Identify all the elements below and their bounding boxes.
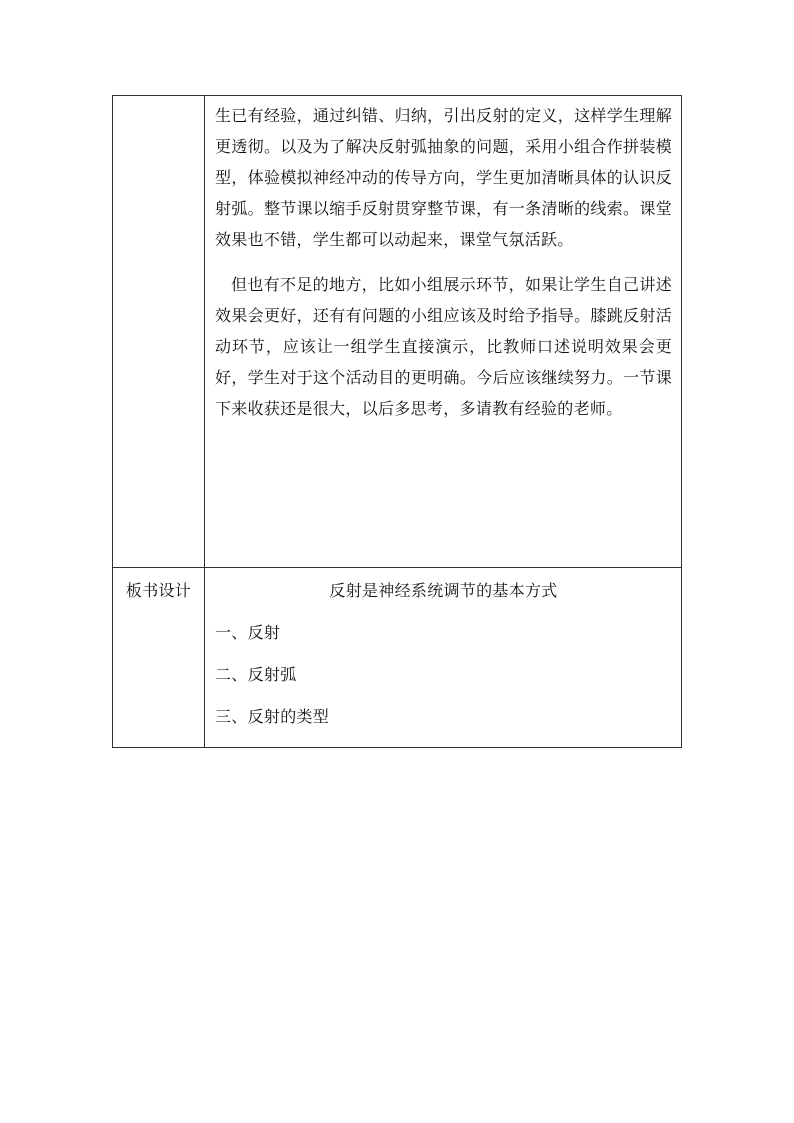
board-design-item-3: 三、反射的类型	[215, 707, 330, 726]
board-design-item-2: 二、反射弧	[215, 665, 297, 684]
reflection-row	[113, 96, 682, 568]
lesson-plan-table	[112, 95, 682, 748]
board-design-label: 板书设计	[125, 581, 192, 600]
board-design-title: 反射是神经系统调节的基本方式	[329, 581, 558, 600]
reflection-label-cell	[113, 96, 205, 568]
reflection-paragraph-1: 生已有经验，通过纠错、归纳，引出反射的定义，这样学生理解更透彻。以及为了解决反射弧抽象的问题，采用小组合作拼装模型，体验模拟神经冲动的传导方向，学生更加清晰具体的认识反射弧。整节课以缩手反射贯穿整节课，有一条清晰的线索。课堂效果也不错，学生都可以动起来，课堂气氛活跃。	[215, 106, 672, 249]
board-design-content-cell	[205, 568, 682, 748]
board-design-item-1: 一、反射	[215, 623, 281, 642]
reflection-paragraph-2: 但也有不足的地方，比如小组展示环节，如果让学生自己讲述效果会更好，还有有问题的小组应该及时给予指导。膝跳反射活动环节，应该让一组学生直接演示，比教师口述说明效果会更好，学生对于这个活动目的更明确。今后应该继续努力。一节课下来收获还是很大，以后多思考，多请教有经验的老师。	[215, 275, 672, 418]
reflection-content-cell	[205, 96, 682, 568]
board-design-row	[113, 568, 682, 748]
board-design-label-cell	[113, 568, 205, 748]
